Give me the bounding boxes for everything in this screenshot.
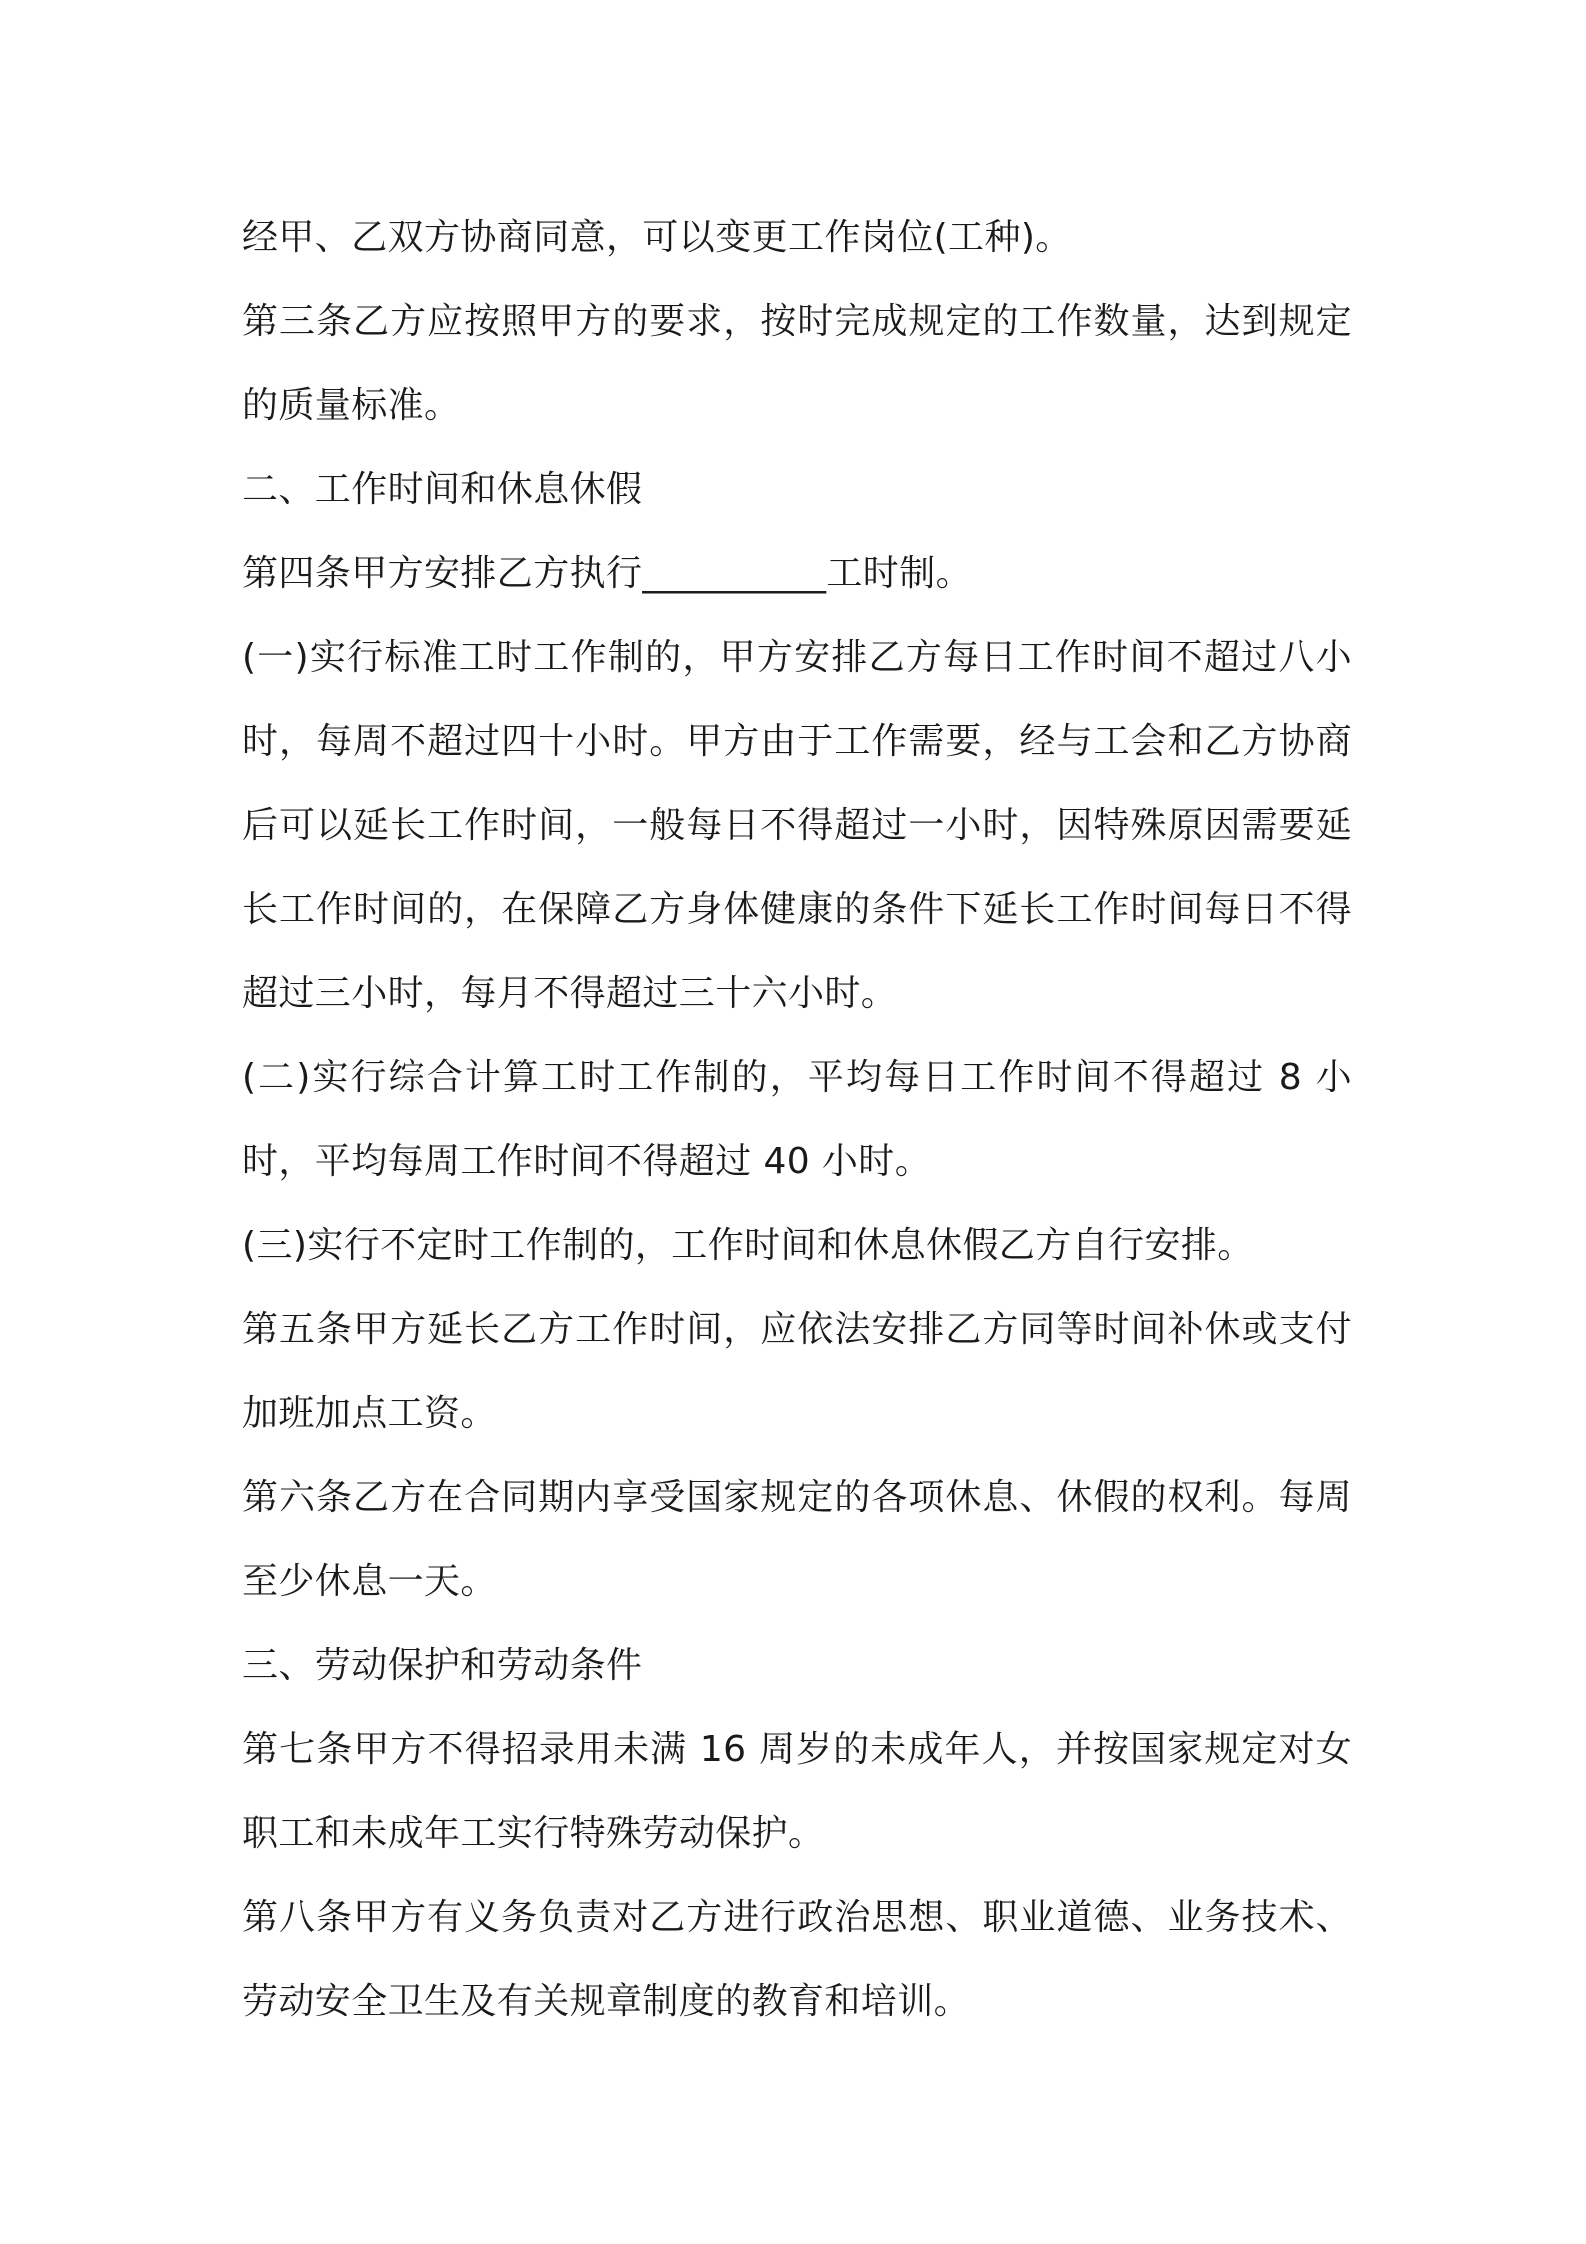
paragraph-clause-2-continued: 经甲、乙双方协商同意，可以变更工作岗位(工种)。 [242, 217, 1072, 258]
paragraph-comprehensive-hours: (二)实行综合计算工时工作制的，平均每日工作时间不得超过 8 小时，平均每周工作时间不得超过 40 小时。 [242, 1057, 1352, 1182]
paragraph-clause-5: 第五条甲方延长乙方工作时间，应依法安排乙方同等时间补休或支付加班加点工资。 [242, 1309, 1352, 1434]
paragraph-clause-3: 第三条乙方应按照甲方的要求，按时完成规定的工作数量，达到规定的质量标准。 [242, 301, 1352, 426]
paragraph-clause-7: 第七条甲方不得招录用未满 16 周岁的未成年人，并按国家规定对女职工和未成年工实行特殊劳动保护。 [242, 1729, 1352, 1854]
paragraph-standard-hours: (一)实行标准工时工作制的，甲方安排乙方每日工作时间不超过八小时，每周不超过四十小时。甲方由于工作需要，经与工会和乙方协商后可以延长工作时间，一般每日不得超过一小时，因特殊原因需要延长工作时间的，在保障乙方身体健康的条件下延长工作时间每日不得超过三小时，每月不得超过三十六小时。 [242, 637, 1352, 1014]
document-body [242, 196, 1352, 2044]
paragraph-clause-8: 第八条甲方有义务负责对乙方进行政治思想、职业道德、业务技术、劳动安全卫生及有关规章制度的教育和培训。 [242, 1897, 1352, 2022]
paragraph-clause-6: 第六条乙方在合同期内享受国家规定的各项休息、休假的权利。每周至少休息一天。 [242, 1477, 1352, 1602]
section-heading-work-hours: 二、工作时间和休息休假 [242, 469, 643, 510]
paragraph-clause-4: 第四条甲方安排乙方执行__________工时制。 [242, 553, 973, 594]
paragraph-flexible-hours: (三)实行不定时工作制的，工作时间和休息休假乙方自行安排。 [242, 1225, 1254, 1266]
section-heading-labor-protection: 三、劳动保护和劳动条件 [242, 1645, 643, 1686]
